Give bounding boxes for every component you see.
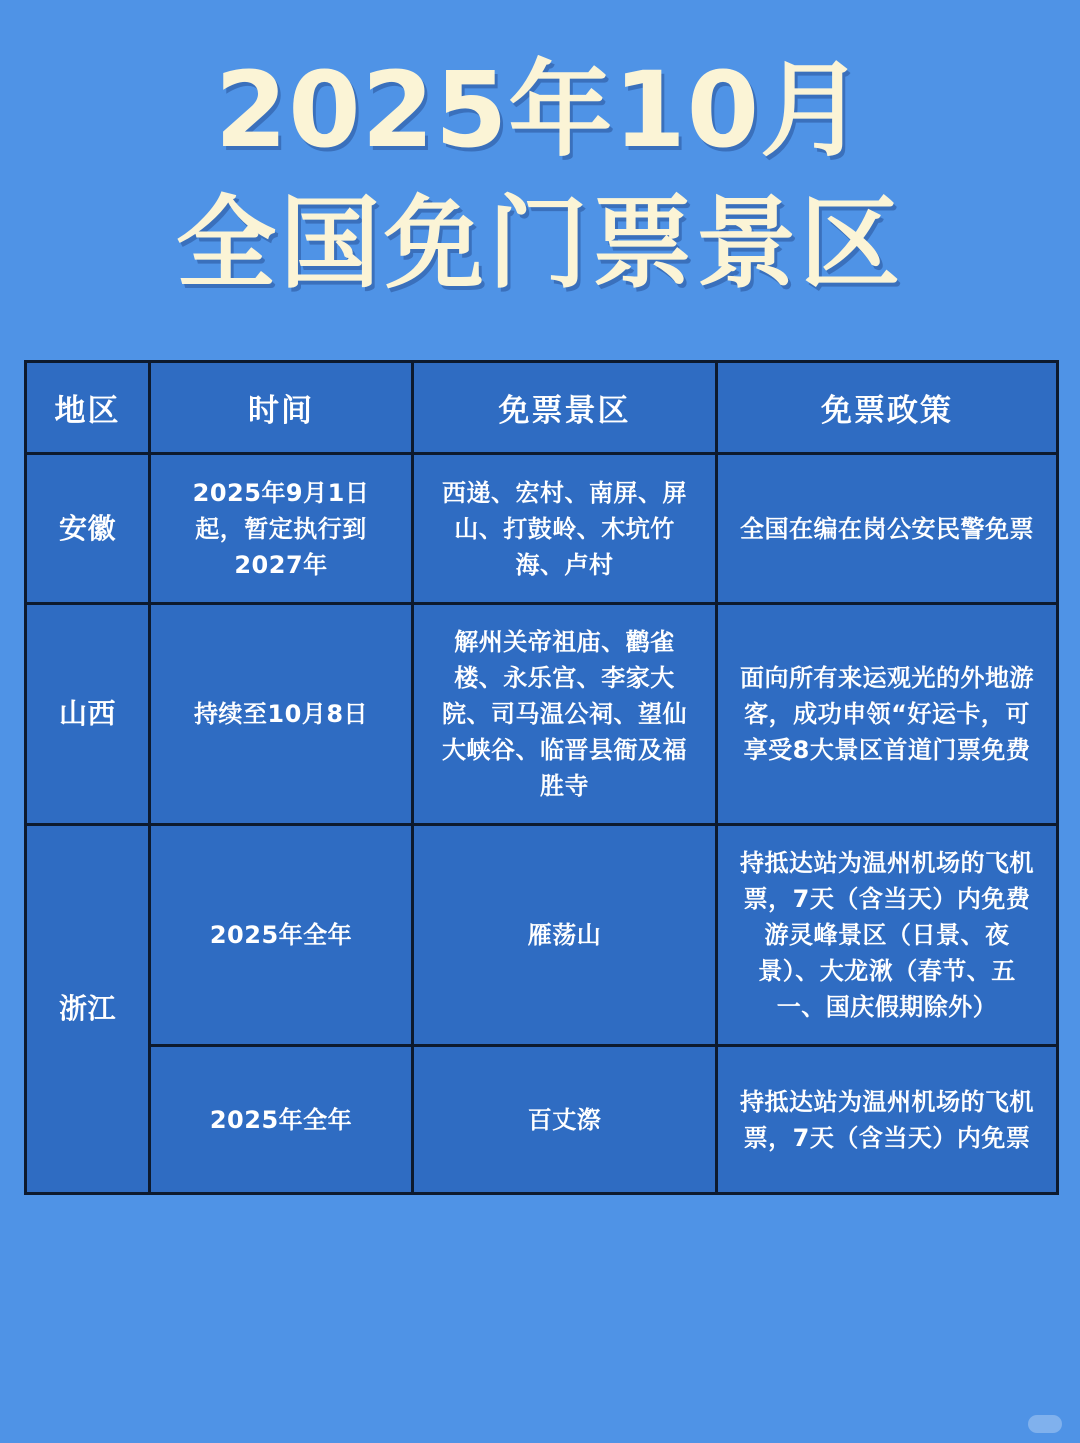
table-row [26, 825, 1058, 1046]
table-row [26, 1046, 1058, 1194]
title-main: 全国免门票景区 [176, 185, 904, 302]
region-cell: 安徽 [26, 454, 150, 604]
spots-cell: 西递、宏村、南屏、屏山、打鼓岭、木坑竹海、卢村 [413, 454, 717, 604]
spots-cell: 百丈漈 [413, 1046, 717, 1194]
header-policy: 免票政策 [717, 362, 1058, 454]
free-ticket-table [24, 360, 1059, 1195]
spots-cell: 雁荡山 [413, 825, 717, 1046]
policy-cell: 全国在编在岗公安民警免票 [717, 454, 1058, 604]
time-cell: 持续至10月8日 [150, 604, 413, 825]
region-cell: 山西 [26, 604, 150, 825]
time-cell: 2025年全年 [150, 1046, 413, 1194]
table-row [26, 604, 1058, 825]
table-row [26, 454, 1058, 604]
header-spots: 免票景区 [413, 362, 717, 454]
region-cell: 浙江 [26, 825, 150, 1194]
header-time: 时间 [150, 362, 413, 454]
title-date: 2025年10月 [214, 49, 866, 171]
watermark-badge [1028, 1415, 1062, 1433]
time-cell: 2025年全年 [150, 825, 413, 1046]
policy-cell: 持抵达站为温州机场的飞机票，7天（含当天）内免费游灵峰景区（日景、夜景）、大龙湫（春节、五一、国庆假期除外） [717, 825, 1058, 1046]
poster-title [0, 48, 1080, 314]
spots-cell: 解州关帝祖庙、鹳雀楼、永乐宫、李家大院、司马温公祠、望仙大峡谷、临晋县衙及福胜寺 [413, 604, 717, 825]
policy-cell: 持抵达站为温州机场的飞机票，7天（含当天）内免票 [717, 1046, 1058, 1194]
time-cell: 2025年9月1日起，暂定执行到2027年 [150, 454, 413, 604]
table-header-row [26, 362, 1058, 454]
header-region: 地区 [26, 362, 150, 454]
policy-cell: 面向所有来运观光的外地游客，成功申领“好运卡，可享受8大景区首道门票免费 [717, 604, 1058, 825]
